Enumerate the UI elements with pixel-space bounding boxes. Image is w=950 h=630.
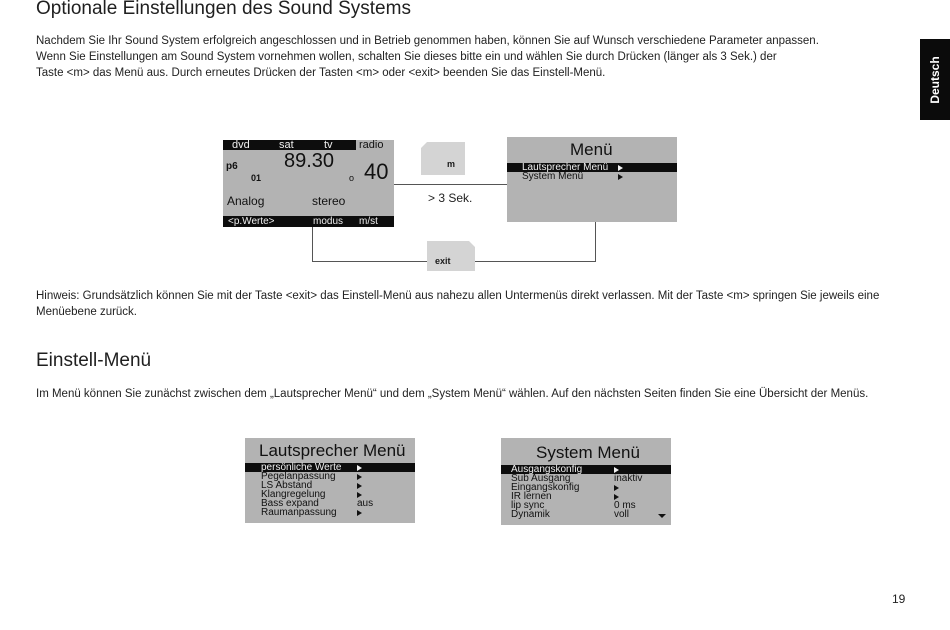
speaker-menu-title: Lautsprecher Menü (259, 441, 406, 460)
menu-row-dynamics[interactable] (511, 510, 550, 519)
section-title-settings-menu: Einstell-Menü (36, 350, 152, 371)
key-corner (421, 142, 427, 148)
hold-duration-label: > 3 Sek. (428, 191, 473, 205)
source-tv: tv (324, 139, 333, 151)
m-key[interactable] (421, 142, 465, 175)
speaker-menu-display (245, 438, 415, 523)
sound-mode: stereo (312, 194, 346, 208)
menu-row-label: Klangregelung (261, 489, 326, 500)
exit-key-label: exit (435, 256, 451, 266)
chevron-right-icon (357, 464, 362, 473)
volume-marker: o (349, 173, 355, 183)
menu-item-label: System Menü (522, 171, 584, 182)
function-mode: modus (313, 216, 344, 227)
channel-number: 01 (251, 173, 262, 183)
m-key-label: m (447, 159, 456, 169)
source-dvd: dvd (232, 139, 250, 151)
source-sat: sat (279, 139, 294, 151)
menu-row-label: Pegelanpassung (261, 471, 336, 482)
intro-paragraph (36, 33, 819, 81)
hint-line: Menüebene zurück. (36, 306, 138, 318)
source-radio: radio (359, 139, 384, 151)
connector-line (595, 222, 596, 262)
system-menu-display (501, 438, 671, 525)
hint-paragraph (36, 288, 879, 320)
menu-row-label: Dynamik (511, 509, 550, 520)
main-display (223, 140, 394, 227)
menu-row-room[interactable] (261, 508, 337, 517)
key-corner (469, 241, 475, 247)
menu-row-value: inaktiv (614, 473, 643, 484)
input-source: Analog (227, 194, 265, 208)
menu-row-value: voll (614, 509, 630, 520)
chevron-right-icon (618, 173, 623, 182)
chevron-right-icon (618, 164, 623, 173)
menu-row-label: lip sync (511, 500, 545, 511)
menu-row-label: Raumanpassung (261, 507, 337, 518)
menu-row-label: Sub Ausgang (511, 473, 571, 484)
section-title-optional-settings: Optionale Einstellungen des Sound Systems (36, 0, 411, 19)
menu-display (507, 137, 677, 222)
function-preset-values: <p.Werte> (228, 216, 275, 227)
chevron-right-icon (357, 473, 362, 482)
menu-row-label: persönliche Werte (261, 462, 342, 473)
chevron-right-icon (357, 482, 362, 491)
page-number: 19 (892, 592, 906, 606)
hint-line: Hinweis: Grundsätzlich können Sie mit der Taste <exit> das Einstell-Menü aus nahezu allen Untermenüs direkt verlassen. Mit der Taste <m> springen Sie jeweils eine (36, 290, 880, 302)
scroll-down-icon (658, 514, 666, 518)
menu-row-label: Bass expand (261, 498, 319, 509)
menu-row-value: 0 ms (614, 500, 636, 511)
function-mono-stereo: m/st (359, 216, 378, 227)
preset-label: p6 (226, 161, 238, 172)
language-tab (920, 39, 950, 120)
connector-line (394, 184, 507, 185)
chevron-right-icon (614, 484, 619, 493)
menu-row-label: Ausgangskonfig (511, 464, 583, 475)
frequency-value: 89.30 (284, 150, 335, 172)
exit-key[interactable] (427, 241, 475, 271)
connector-line (312, 227, 313, 262)
menu-row-value: aus (357, 498, 374, 509)
paragraph-line: Nachdem Sie Ihr Sound System erfolgreich angeschlossen und in Betrieb genommen haben, können Sie auf Wunsch verschiedene Parameter anpassen. (36, 35, 819, 47)
settings-menu-paragraph: Im Menü können Sie zunächst zwischen dem „Lautsprecher Menü“ und dem „System Menü“ wählen. Auf den nächsten Seiten finden Sie eine Übersicht der Menüs. (36, 388, 869, 400)
menu-item-label: Lautsprecher Menü (522, 162, 609, 173)
menu-row-label: Eingangskonfig (511, 482, 580, 493)
chevron-right-icon (357, 509, 362, 518)
menu-item-system[interactable] (522, 172, 583, 181)
paragraph-line: Taste <m> das Menü aus. Durch erneutes Drücken der Tasten <m> oder <exit> beenden Sie das Einstell-Menü. (36, 67, 606, 79)
volume-value: 40 (364, 159, 389, 184)
language-tab-label: Deutsch (928, 55, 942, 104)
paragraph-line: Wenn Sie Einstellungen am Sound System vornehmen wollen, schalten Sie dieses bitte ein und wählen Sie durch Drücken (länger als 3 Sek.) der (36, 51, 777, 63)
menu-row-label: IR lernen (511, 491, 552, 502)
system-menu-title: System Menü (536, 443, 640, 462)
menu-title: Menü (570, 140, 613, 159)
menu-row-label: LS Abstand (261, 480, 313, 491)
